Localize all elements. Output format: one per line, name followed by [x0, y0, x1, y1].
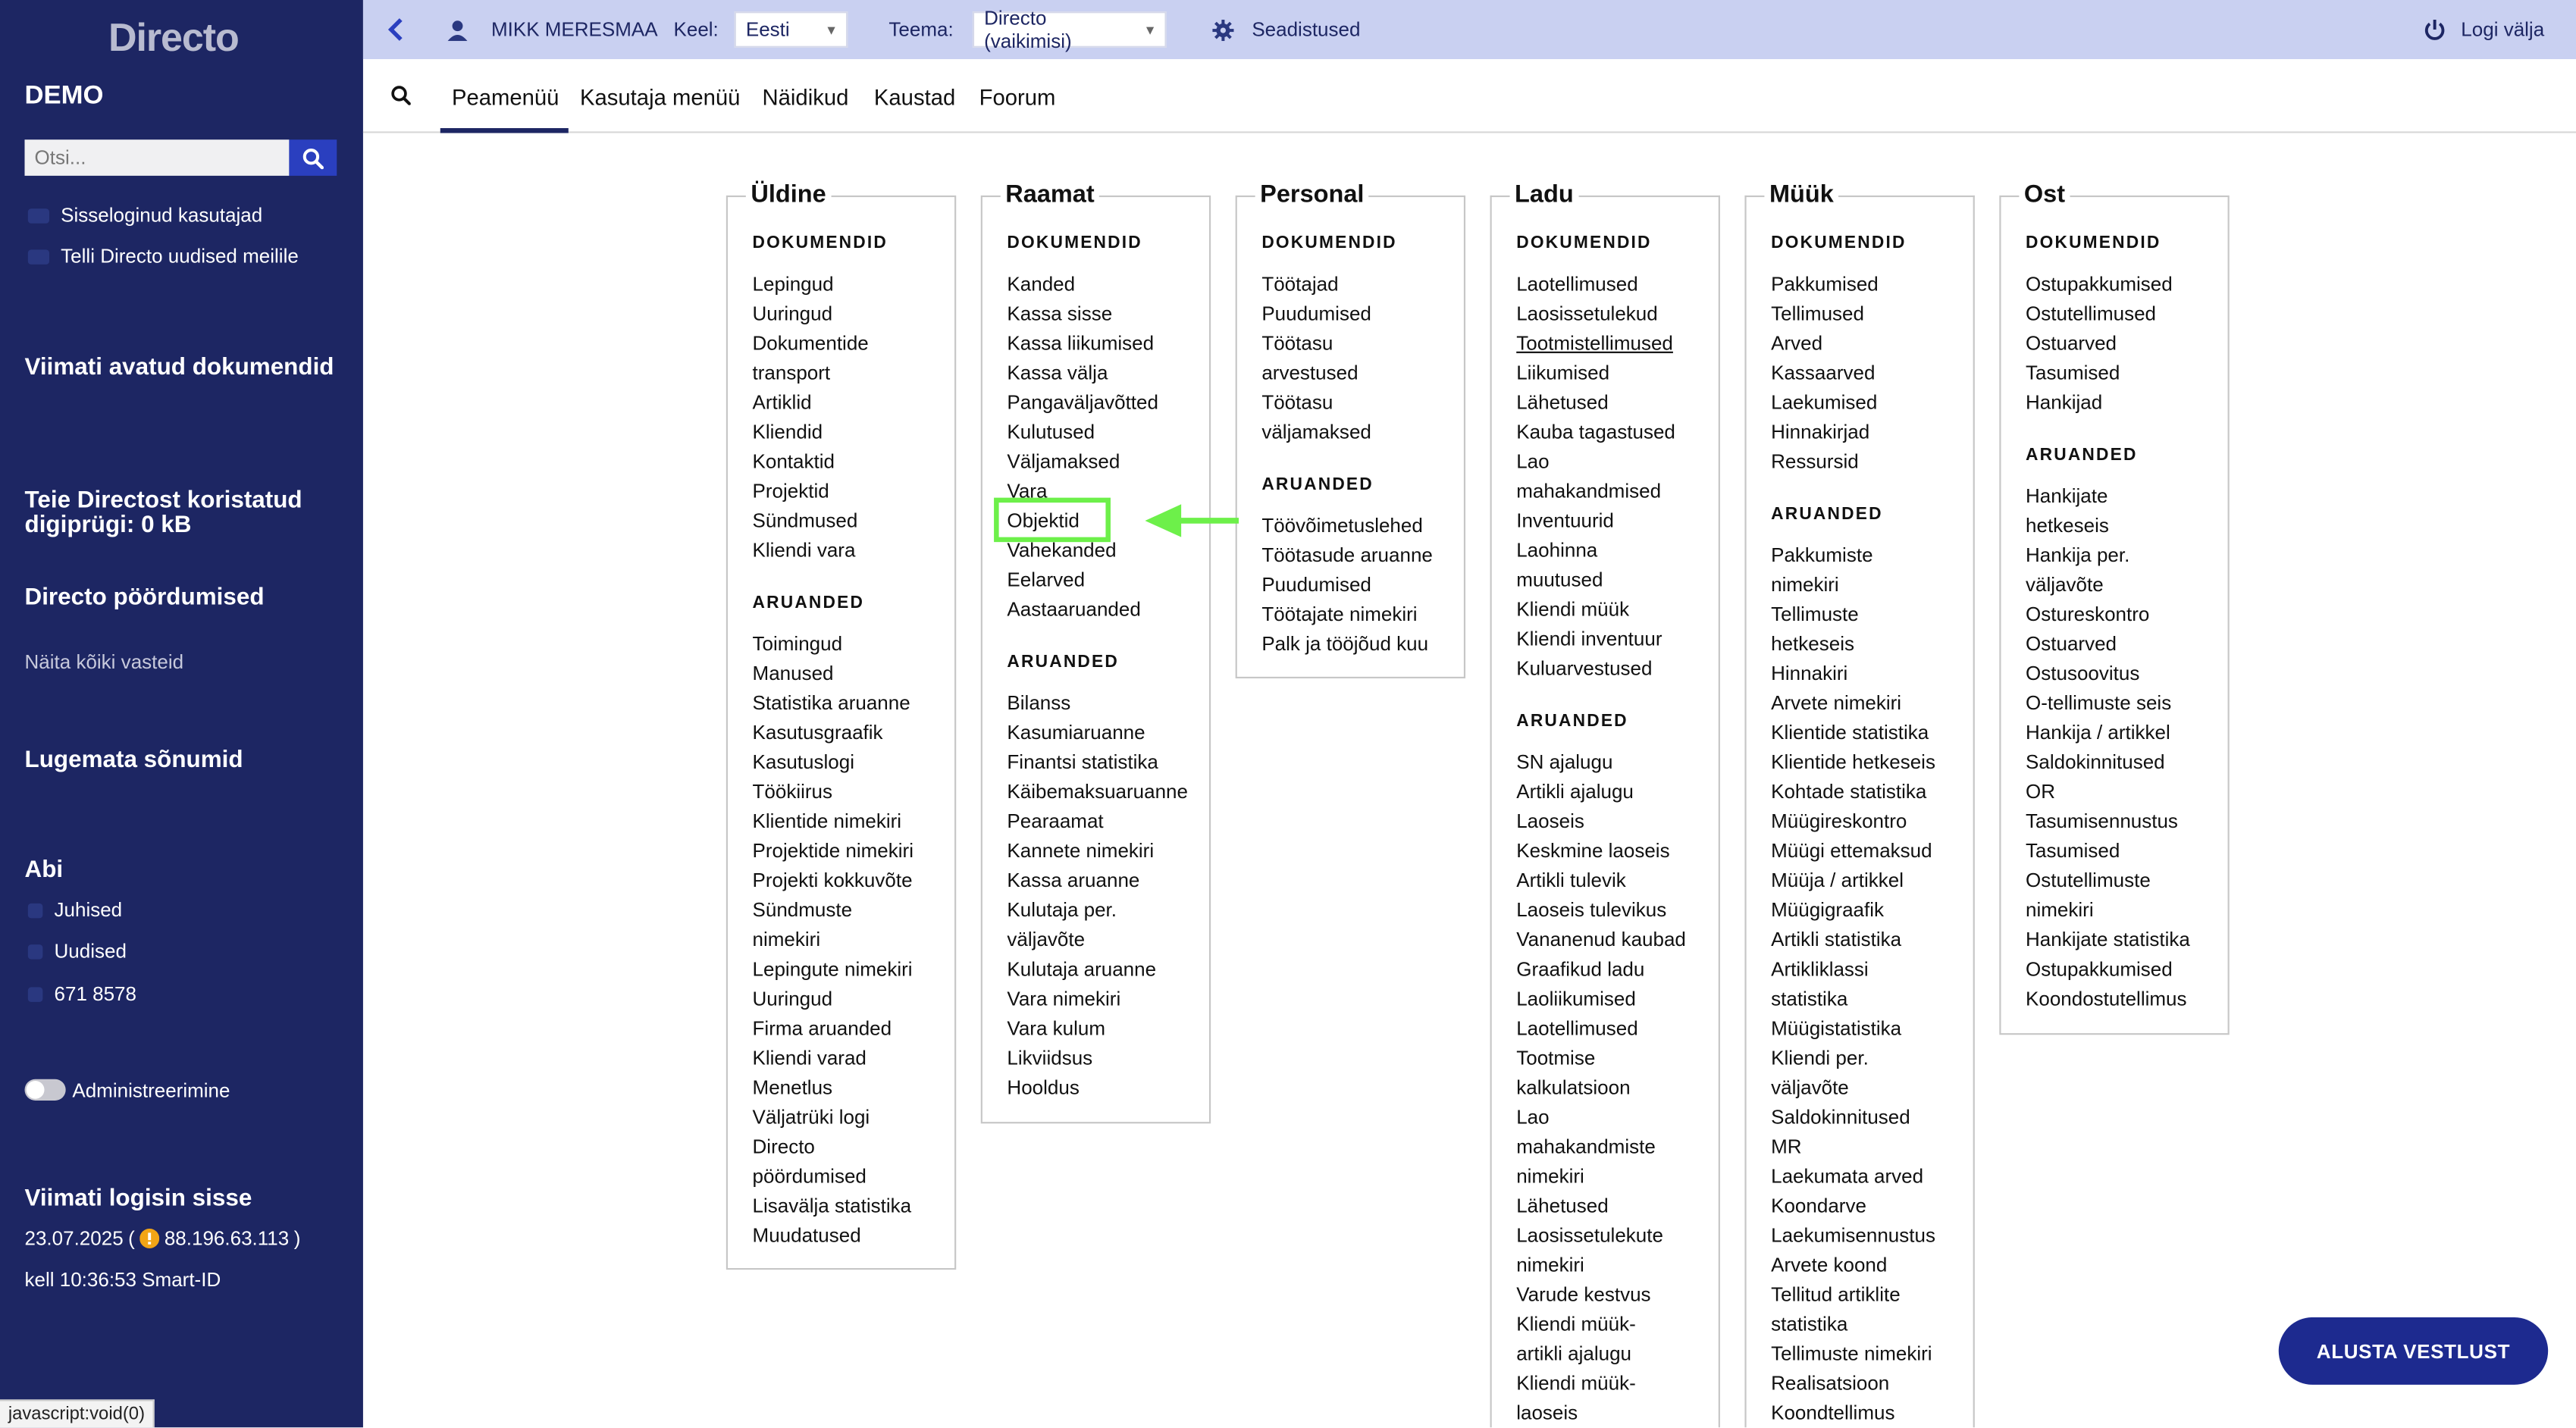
menu-link[interactable]: Hankija per.	[2026, 543, 2130, 567]
menu-link[interactable]: Liikumised	[1516, 361, 1610, 385]
menu-link[interactable]: Kasutusgraafik	[752, 721, 883, 744]
menu-link[interactable]: Graafikud ladu	[1516, 957, 1645, 981]
menu-link[interactable]: Kliendid	[752, 420, 823, 444]
menu-link[interactable]: Lähetused	[1516, 390, 1609, 415]
menu-link[interactable]: Hinnakirjad	[1771, 420, 1870, 444]
menu-link[interactable]: Hooldus	[1007, 1076, 1080, 1099]
settings-link[interactable]	[1212, 0, 1360, 59]
menu-link[interactable]: Artikliklassi	[1771, 957, 1869, 981]
last-login-line	[25, 1227, 301, 1250]
menu-link[interactable]: Käibemaksuaruanne	[1007, 780, 1188, 803]
menu-link[interactable]: väljamaksed	[1261, 420, 1371, 444]
settings-label: Seadistused	[1252, 17, 1361, 42]
help-news-link[interactable]	[28, 940, 127, 963]
menu-link[interactable]: Varude kestvus	[1516, 1282, 1651, 1306]
menu-link[interactable]: Klientide hetkeseis	[1771, 750, 1935, 774]
language-select[interactable]	[735, 11, 848, 48]
section-header: ARUANDED	[1261, 474, 1374, 495]
menu-link[interactable]: Finantsi statistika	[1007, 750, 1158, 774]
menu-link[interactable]: Tellimuste	[1771, 603, 1859, 626]
last-login-date: 23.07.2025	[24, 1226, 124, 1251]
menu-link[interactable]: pöördumised	[752, 1164, 867, 1188]
menu-link[interactable]: Palk ja tööjõud kuu	[1261, 632, 1429, 656]
menu-link[interactable]: Tellimuste nimekiri	[1771, 1342, 1932, 1365]
menu-link[interactable]: SN ajalugu	[1516, 750, 1613, 774]
menu-link[interactable]: Lisavälja statistika	[752, 1194, 912, 1217]
menu-link[interactable]: Sündmused	[752, 509, 858, 533]
column-title: Üldine	[746, 180, 831, 208]
menu-link[interactable]: Ostusoovitus	[2026, 662, 2140, 685]
menu-link[interactable]: Töötasu	[1261, 331, 1333, 355]
tab-dashboards[interactable]: Näidikud	[762, 85, 849, 111]
menu-link[interactable]: Inventuurid	[1516, 509, 1614, 533]
menu-link[interactable]: Pakkumised	[1771, 272, 1879, 296]
active-tab-indicator	[440, 128, 569, 133]
language-label: Keel:	[673, 17, 719, 42]
menu-link[interactable]: Ostupakkumised	[2026, 272, 2173, 296]
menu-link[interactable]: mahakandmised	[1516, 479, 1662, 503]
menu-link[interactable]: Kliendi inventuur	[1516, 627, 1662, 651]
menu-link[interactable]: Laotellimused	[1516, 272, 1638, 296]
menu-link[interactable]: Laoliikumised	[1516, 987, 1636, 1010]
gear-icon	[1212, 19, 1233, 40]
link-label: Uudised	[54, 939, 127, 963]
menu-link[interactable]: Kliendi müük	[1516, 597, 1630, 622]
menu-link[interactable]: väljavõte	[2026, 573, 2104, 597]
top-bar	[363, 0, 2576, 59]
menu-link[interactable]: Väljamaksed	[1007, 449, 1120, 474]
menu-link[interactable]: nimekiri	[1771, 573, 1839, 597]
menu-link[interactable]: Manused	[752, 662, 834, 685]
menu-link[interactable]: kalkulatsioon	[1516, 1076, 1631, 1099]
menu-link[interactable]: Directo	[752, 1135, 815, 1158]
menu-link[interactable]: Kulutused	[1007, 420, 1095, 444]
menu-link[interactable]: Hinnakiri	[1771, 662, 1848, 685]
menu-link[interactable]: Müügigraafik	[1771, 898, 1885, 922]
menu-link[interactable]: Tasumisennustus	[2026, 810, 2178, 833]
menu-link[interactable]: Koondarve	[1771, 1194, 1866, 1217]
menu-link[interactable]: Müügistatistika	[1771, 1016, 1902, 1040]
menu-link[interactable]: muutused	[1516, 568, 1603, 592]
section-header: ARUANDED	[1007, 652, 1119, 672]
language-value: Eesti	[745, 17, 790, 42]
menu-link[interactable]: Tellimused	[1771, 302, 1865, 326]
menu-link[interactable]: Laosissetulekute	[1516, 1223, 1663, 1247]
menu-link[interactable]: Saldokinnitused	[2026, 750, 2165, 774]
menu-link[interactable]: Laekumised	[1771, 390, 1878, 415]
menu-link[interactable]: Lao	[1516, 449, 1550, 474]
trash-title: Teie Directost koristatud digiprügi: 0 kB	[24, 487, 302, 539]
menu-link[interactable]: nimekiri	[1516, 1164, 1584, 1188]
menu-link[interactable]: Hankija / artikkel	[2026, 721, 2170, 744]
menu-link[interactable]: Arved	[1771, 331, 1823, 355]
menu-link[interactable]: arvestused	[1261, 361, 1359, 385]
search-icon	[302, 147, 324, 168]
menu-link[interactable]: Artiklid	[752, 390, 812, 415]
last-login-time: kell 10:36:53 Smart-ID	[24, 1267, 221, 1292]
users-icon	[28, 208, 49, 223]
menu-link[interactable]: Kannete nimekiri	[1007, 839, 1155, 863]
section-header: ARUANDED	[752, 593, 865, 613]
menu-link[interactable]: nimekiri	[2026, 898, 2094, 922]
menu-link[interactable]: Objektid	[1007, 509, 1080, 533]
menu-link[interactable]: Likviidsus	[1007, 1046, 1093, 1069]
menu-link[interactable]: artikli ajalugu	[1516, 1342, 1632, 1365]
back-button[interactable]	[387, 0, 404, 59]
menu-link[interactable]: Arvete nimekiri	[1771, 691, 1902, 715]
menu-link[interactable]: statistika	[1771, 987, 1848, 1010]
theme-value: Directo (vaikimisi)	[984, 6, 1072, 53]
menu-link[interactable]: Hankijate statistika	[2026, 928, 2190, 951]
column-title: Raamat	[1001, 180, 1099, 208]
menu-link[interactable]: Kuluarvestused	[1516, 656, 1653, 681]
menu-link[interactable]: Kauba tagastused	[1516, 420, 1675, 444]
section-header: ARUANDED	[2026, 445, 2138, 465]
section-header: DOKUMENDID	[1771, 233, 1907, 253]
menu-link[interactable]: Menetlus	[752, 1076, 833, 1099]
menu-link[interactable]: Lähetused	[1516, 1194, 1609, 1217]
menu-link[interactable]: Lao	[1516, 1105, 1550, 1129]
theme-select[interactable]	[973, 6, 1167, 53]
menu-link[interactable]: Kohtade statistika	[1771, 780, 1927, 803]
menu-link[interactable]: Müügi ettemaksud	[1771, 839, 1932, 863]
menu-link[interactable]: hetkeseis	[1771, 632, 1855, 656]
admin-label: Administreerimine	[72, 1079, 230, 1103]
menu-link[interactable]: Klientide nimekiri	[752, 810, 902, 833]
section-header: DOKUMENDID	[1516, 233, 1652, 253]
menu-link[interactable]: Kassa sisse	[1007, 302, 1113, 326]
menu-link[interactable]: Töötajad	[1261, 272, 1339, 296]
menu-link[interactable]: Artikli tulevik	[1516, 869, 1626, 892]
tab-forum[interactable]: Foorum	[979, 85, 1056, 111]
chevron-left-icon	[387, 18, 404, 41]
menu-link[interactable]: Vara nimekiri	[1007, 987, 1121, 1010]
menu-link[interactable]: Hankijad	[2026, 390, 2103, 415]
menu-link[interactable]: Kassaarved	[1771, 361, 1876, 385]
menu-link[interactable]: statistika	[1771, 1312, 1848, 1336]
link-label: 671 8578	[54, 982, 137, 1006]
help-instructions-link[interactable]	[28, 898, 122, 921]
menu-link[interactable]: Lepingud	[752, 272, 834, 296]
menu-link[interactable]: Laohinna	[1516, 538, 1598, 562]
logout-label: Logi välja	[2461, 17, 2545, 42]
menu-link[interactable]: Ressursid	[1771, 449, 1859, 474]
menu-link[interactable]: Arvete koond	[1771, 1253, 1888, 1276]
menu-link[interactable]: Kontaktid	[752, 449, 835, 474]
section-header: DOKUMENDID	[2026, 233, 2161, 253]
menu-link[interactable]: Vahekanded	[1007, 538, 1117, 562]
menu-link[interactable]: Aastaaruanded	[1007, 597, 1141, 622]
menu-link[interactable]: Uuringud	[752, 302, 833, 326]
menu-link[interactable]: Bilanss	[1007, 691, 1071, 715]
logout-button[interactable]	[2423, 0, 2544, 59]
link-label: Juhised	[54, 898, 123, 922]
menu-link[interactable]: Kassa välja	[1007, 361, 1108, 385]
menu-link[interactable]: Töökiirus	[752, 780, 833, 803]
menu-link[interactable]: Artikli ajalugu	[1516, 780, 1634, 803]
mail-icon	[28, 249, 49, 264]
arrow-left-icon	[1145, 503, 1240, 539]
menu-link[interactable]: Statistika aruanne	[752, 691, 910, 715]
book-icon	[28, 903, 43, 918]
chevron-down-icon: ▼	[1143, 23, 1157, 38]
menu-link[interactable]: Puudumised	[1261, 302, 1371, 326]
menu-link[interactable]: Laoseis tulevikus	[1516, 898, 1667, 922]
highlight-box	[994, 498, 1111, 543]
menu-link[interactable]: Laosissetulekud	[1516, 302, 1658, 326]
menu-link[interactable]: Ostuarved	[2026, 632, 2117, 656]
sidebar	[0, 0, 363, 1427]
menu-link[interactable]: OR	[2026, 780, 2056, 803]
menu-link[interactable]: Kulutaja per.	[1007, 898, 1117, 922]
search-icon[interactable]	[391, 86, 411, 105]
menu-link[interactable]: Ostutellimused	[2026, 302, 2157, 326]
chevron-down-icon: ▼	[825, 23, 838, 38]
menu-link[interactable]: Kasumiaruanne	[1007, 721, 1145, 744]
menu-link[interactable]: Eelarved	[1007, 568, 1086, 592]
admin-toggle[interactable]	[25, 1079, 66, 1101]
menu-link[interactable]: transport	[752, 361, 831, 385]
browser-status-bar: javascript:void(0)	[0, 1399, 155, 1427]
menu-link[interactable]: Projektid	[752, 479, 829, 503]
menu-link[interactable]: Kassa aruanne	[1007, 869, 1140, 892]
phone-icon	[28, 986, 43, 1001]
menu-link[interactable]: väljavõte	[1007, 928, 1086, 951]
menu-link[interactable]: väljavõte	[1771, 1076, 1849, 1099]
menu-link[interactable]: Ostuarved	[2026, 331, 2117, 355]
tab-folders[interactable]: Kaustad	[873, 85, 956, 111]
link-label: Telli Directo uudised meilile	[61, 244, 299, 268]
menu-link[interactable]: Sündmuste	[752, 898, 853, 922]
menu-link[interactable]: nimekiri	[752, 928, 821, 951]
menu-link[interactable]: Saldokinnitused	[1771, 1105, 1910, 1129]
menu-link[interactable]: Pangaväljavõtted	[1007, 390, 1158, 415]
warning-icon	[139, 1229, 159, 1248]
menu-link[interactable]: Tasumised	[2026, 839, 2120, 863]
section-header: DOKUMENDID	[1261, 233, 1397, 253]
tab-main-menu[interactable]: Peamenüü	[451, 85, 559, 111]
paren-close: )	[293, 1226, 301, 1251]
menu-link[interactable]: Koondostutellimus	[2026, 987, 2187, 1010]
logged-in-users-link[interactable]	[28, 204, 262, 227]
menu-link[interactable]: Keskmine laoseis	[1516, 839, 1670, 863]
menu-link[interactable]: Realisatsioon	[1771, 1371, 1890, 1395]
section-header: DOKUMENDID	[752, 233, 888, 253]
menu-link[interactable]: Kasutuslogi	[752, 750, 854, 774]
help-title: Abi	[24, 857, 64, 884]
menu-link[interactable]: Projekti kokkuvõte	[752, 869, 913, 892]
column-title: Ladu	[1510, 180, 1579, 208]
menu-link[interactable]: Müügireskontro	[1771, 810, 1907, 833]
menu-link[interactable]: Kassa liikumised	[1007, 331, 1155, 355]
help-phone-link[interactable]	[28, 982, 136, 1005]
menu-link[interactable]: Ostupakkumised	[2026, 957, 2173, 981]
newsletter-link[interactable]	[28, 245, 299, 268]
menu-link[interactable]: Väljatrüki logi	[752, 1105, 870, 1129]
menu-link[interactable]: mahakandmiste	[1516, 1135, 1656, 1158]
menu-link[interactable]: Kanded	[1007, 272, 1076, 296]
menu-link[interactable]: nimekiri	[1516, 1253, 1584, 1276]
menu-link[interactable]: Töötasu	[1261, 390, 1333, 415]
menu-link[interactable]: Lepingute nimekiri	[752, 957, 913, 981]
menu-link[interactable]: Vara kulum	[1007, 1016, 1106, 1040]
company-name: DEMO	[24, 82, 104, 111]
main-tabs	[363, 59, 2576, 133]
menu-link[interactable]: laoseis	[1516, 1401, 1578, 1424]
menu-link[interactable]: Hankijate	[2026, 484, 2108, 508]
paren-open: (	[128, 1226, 135, 1251]
menu-link[interactable]: Laoseis	[1516, 810, 1584, 833]
menu-link[interactable]: Tellitud artiklite	[1771, 1282, 1901, 1306]
menu-link[interactable]: Vara	[1007, 479, 1048, 503]
menu-link[interactable]: Dokumentide	[752, 331, 869, 355]
menu-link[interactable]: Laekumata arved	[1771, 1164, 1924, 1188]
menu-link[interactable]: Pearaamat	[1007, 810, 1104, 833]
menu-link[interactable]: Töötajate nimekiri	[1261, 603, 1418, 626]
recent-documents-title: Viimati avatud dokumendid	[24, 355, 334, 381]
search-button[interactable]	[289, 139, 337, 176]
menu-link[interactable]: MR	[1771, 1135, 1802, 1158]
last-login-ip: 88.196.63.113	[164, 1226, 290, 1251]
menu-link[interactable]: Kliendi vara	[752, 538, 856, 562]
menu-link[interactable]: Klientide statistika	[1771, 721, 1929, 744]
menu-link[interactable]: Kliendi müük-	[1516, 1371, 1636, 1395]
menu-link[interactable]: Laekumisennustus	[1771, 1223, 1935, 1247]
menu-link[interactable]: Pakkumiste	[1771, 543, 1873, 567]
menu-link[interactable]: Uuringud	[752, 987, 833, 1010]
menu-link[interactable]: Puudumised	[1261, 573, 1371, 597]
menu-link[interactable]: Kliendi varad	[752, 1046, 867, 1069]
theme-select-wrap	[973, 0, 1167, 59]
last-login-title: Viimati logisin sisse	[24, 1185, 252, 1213]
show-all-requests-link[interactable]: Näita kõiki vasteid	[24, 650, 184, 674]
user-name[interactable]: MIKK MERESMAA	[490, 17, 658, 42]
menu-link[interactable]: Töötasude aruanne	[1261, 543, 1433, 567]
column-title: Müük	[1764, 180, 1838, 208]
menu-link[interactable]: Tootmistellimused	[1516, 331, 1673, 355]
menu-link[interactable]: Projektide nimekiri	[752, 839, 914, 863]
menu-link[interactable]: Vananenud kaubad	[1516, 928, 1686, 951]
menu-link[interactable]: Muudatused	[752, 1223, 861, 1247]
column-title: Ost	[2019, 180, 2070, 208]
menu-link[interactable]: O-tellimuste seis	[2026, 691, 2172, 715]
tab-user-menu[interactable]: Kasutaja menüü	[579, 85, 741, 111]
menu-link[interactable]: hetkeseis	[2026, 514, 2109, 537]
language-select-wrap	[735, 0, 848, 59]
menu-link[interactable]: Tasumised	[2026, 361, 2120, 385]
directo-logo[interactable]: Directo	[108, 16, 239, 61]
menu-link[interactable]: Laotellimused	[1516, 1016, 1638, 1040]
menu-link[interactable]: Firma aruanded	[752, 1016, 892, 1040]
menu-link[interactable]: Töövõimetuslehed	[1261, 514, 1423, 537]
menu-link[interactable]: Kliendi per.	[1771, 1046, 1869, 1069]
section-header: DOKUMENDID	[1007, 233, 1142, 253]
menu-link[interactable]: Ostureskontro	[2026, 603, 2150, 626]
menu-link[interactable]: Toimingud	[752, 632, 843, 656]
power-icon	[2423, 18, 2446, 41]
unread-messages-title: Lugemata sõnumid	[24, 747, 243, 774]
theme-label: Teema:	[888, 17, 954, 42]
section-header: ARUANDED	[1516, 711, 1628, 731]
section-header: ARUANDED	[1771, 504, 1883, 525]
menu-link[interactable]: Tootmise	[1516, 1046, 1596, 1069]
search-input[interactable]	[25, 139, 290, 176]
user-icon	[447, 0, 468, 59]
menu-link[interactable]: Artikli statistika	[1771, 928, 1902, 951]
menu-link[interactable]: Kliendi müük-	[1516, 1312, 1636, 1336]
news-icon	[28, 944, 43, 959]
column-title: Personal	[1255, 180, 1369, 208]
requests-title: Directo pöördumised	[24, 584, 265, 612]
menu-link[interactable]: Ostutellimuste	[2026, 869, 2151, 892]
sidebar-search	[25, 139, 337, 176]
menu-link[interactable]: Kulutaja aruanne	[1007, 957, 1157, 981]
menu-link[interactable]: Müüja / artikkel	[1771, 869, 1904, 892]
menu-link[interactable]: Koondtellimus	[1771, 1401, 1895, 1424]
link-label: Sisseloginud kasutajad	[61, 203, 263, 227]
start-chat-button[interactable]: ALUSTA VESTLUST	[2279, 1317, 2548, 1385]
